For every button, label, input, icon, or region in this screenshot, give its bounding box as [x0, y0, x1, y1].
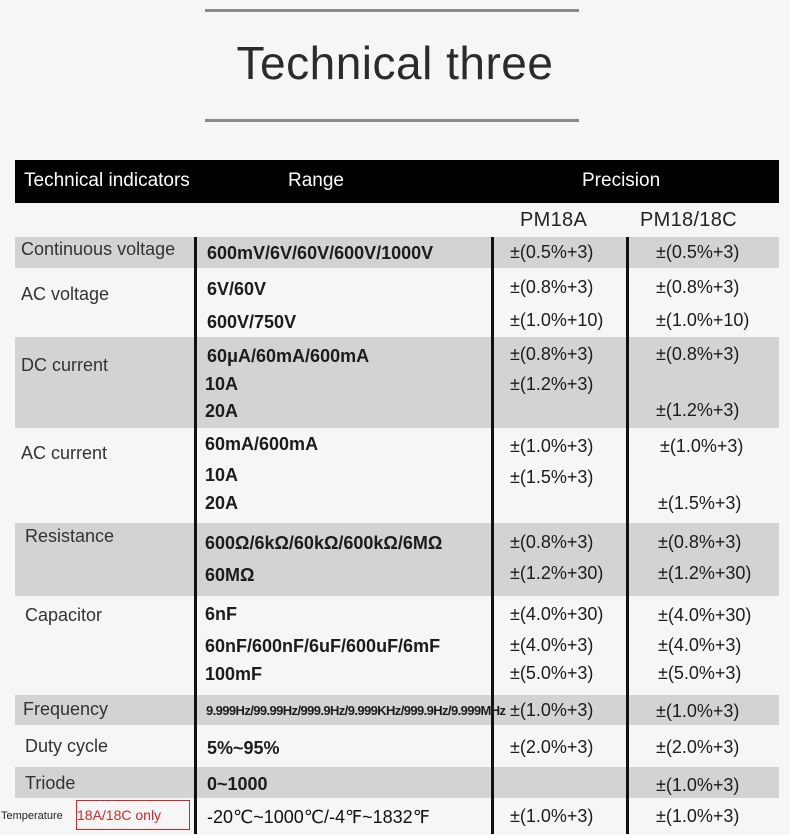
column-divider-1 [194, 237, 197, 834]
row-name-ac-current: AC current [21, 443, 108, 463]
prec-c-resistance-2: ±(1.2%+30) [658, 563, 752, 583]
prec-a-dc-current-1: ±(0.8%+3) [510, 344, 594, 364]
prec-a-ac-voltage-1: ±(0.8%+3) [510, 277, 594, 297]
range-dc-current-1: 60μA/60mA/600mA [207, 346, 370, 366]
range-ac-current-1: 60mA/600mA [205, 434, 319, 454]
row-name-duty-cycle: Duty cycle [25, 736, 109, 756]
temperature-note-badge [76, 800, 190, 830]
header-precision: Precision [582, 170, 661, 191]
prec-a-capacitor-1: ±(4.0%+30) [510, 604, 604, 624]
prec-c-continuous-voltage-1: ±(0.5%+3) [656, 242, 740, 262]
prec-a-ac-voltage-2: ±(1.0%+10) [510, 310, 604, 330]
prec-c-duty-cycle-1: ±(2.0%+3) [656, 737, 740, 757]
prec-c-ac-voltage-1: ±(0.8%+3) [656, 277, 740, 297]
model-pm18c: PM18/18C [640, 209, 737, 231]
range-continuous-voltage-1: 600mV/6V/60V/600V/1000V [207, 243, 434, 263]
row-name-ac-voltage: AC voltage [21, 284, 110, 304]
prec-c-ac-current-1: ±(1.0%+3) [660, 436, 744, 456]
range-ac-current-3: 20A [205, 493, 239, 513]
title-rule-bottom [205, 119, 579, 122]
range-duty-cycle-1: 5%~95% [207, 738, 280, 758]
prec-a-continuous-voltage-1: ±(0.5%+3) [510, 242, 594, 262]
prec-a-resistance-2: ±(1.2%+30) [510, 563, 604, 583]
row-name-resistance: Resistance [25, 526, 115, 546]
row-name-temperature: Temperature [1, 810, 63, 822]
row-name-triode: Triode [25, 773, 76, 793]
prec-c-capacitor-1: ±(4.0%+30) [658, 605, 752, 625]
range-temperature-1: -20℃~1000℃/-4℉~1832℉ [207, 807, 430, 827]
prec-a-resistance-1: ±(0.8%+3) [510, 532, 594, 552]
column-divider-3 [626, 237, 629, 834]
range-ac-voltage-1: 6V/60V [207, 279, 267, 299]
prec-c-capacitor-3: ±(5.0%+3) [658, 663, 742, 683]
prec-c-capacitor-2: ±(4.0%+3) [658, 635, 742, 655]
prec-a-capacitor-3: ±(5.0%+3) [510, 663, 594, 683]
prec-a-frequency-1: ±(1.0%+3) [510, 700, 594, 720]
row-name-frequency: Frequency [23, 699, 109, 719]
title-block [0, 0, 790, 140]
range-dc-current-2: 10A [205, 374, 239, 394]
prec-a-temperature-1: ±(1.0%+3) [510, 806, 594, 826]
column-divider-2 [491, 237, 494, 834]
range-ac-voltage-2: 600V/750V [207, 312, 297, 332]
prec-c-temperature-1: ±(1.0%+3) [656, 806, 740, 826]
row-name-dc-current: DC current [21, 355, 109, 375]
prec-c-frequency-1: ±(1.0%+3) [656, 701, 740, 721]
range-capacitor-3: 100mF [205, 664, 263, 684]
header-range: Range [288, 170, 344, 191]
header-indicators: Technical indicators [24, 170, 190, 191]
range-dc-current-3: 20A [205, 401, 239, 421]
prec-a-ac-current-2: ±(1.5%+3) [510, 467, 594, 487]
row-name-capacitor: Capacitor [25, 605, 103, 625]
prec-c-resistance-1: ±(0.8%+3) [658, 532, 742, 552]
prec-a-dc-current-2: ±(1.2%+3) [510, 374, 594, 394]
range-resistance-1: 600Ω/6kΩ/60kΩ/600kΩ/6MΩ [205, 533, 443, 553]
prec-c-ac-current-2: ±(1.5%+3) [658, 493, 742, 513]
title-rule-top [205, 9, 579, 12]
prec-c-ac-voltage-2: ±(1.0%+10) [656, 310, 750, 330]
prec-a-capacitor-2: ±(4.0%+3) [510, 635, 594, 655]
table-header [15, 160, 779, 203]
prec-a-ac-current-1: ±(1.0%+3) [510, 436, 594, 456]
temperature-note: 18A/18C only [77, 807, 162, 823]
range-capacitor-2: 60nF/600nF/6uF/600uF/6mF [205, 636, 441, 656]
row-name-continuous-voltage: Continuous voltage [21, 239, 176, 259]
range-triode-1: 0~1000 [207, 774, 268, 794]
page-title: Technical three [236, 37, 554, 89]
range-resistance-2: 60MΩ [205, 565, 255, 585]
prec-a-duty-cycle-1: ±(2.0%+3) [510, 737, 594, 757]
prec-c-triode-1: ±(1.0%+3) [656, 775, 740, 795]
model-pm18a: PM18A [520, 209, 588, 231]
range-capacitor-1: 6nF [205, 604, 238, 624]
prec-c-dc-current-2: ±(1.2%+3) [656, 400, 740, 420]
range-ac-current-2: 10A [205, 465, 239, 485]
range-frequency-1: 9.999Hz/99.99Hz/999.9Hz/9.999KHz/999.9Hz/9.999MHz [206, 703, 506, 718]
prec-c-dc-current-1: ±(0.8%+3) [656, 344, 740, 364]
